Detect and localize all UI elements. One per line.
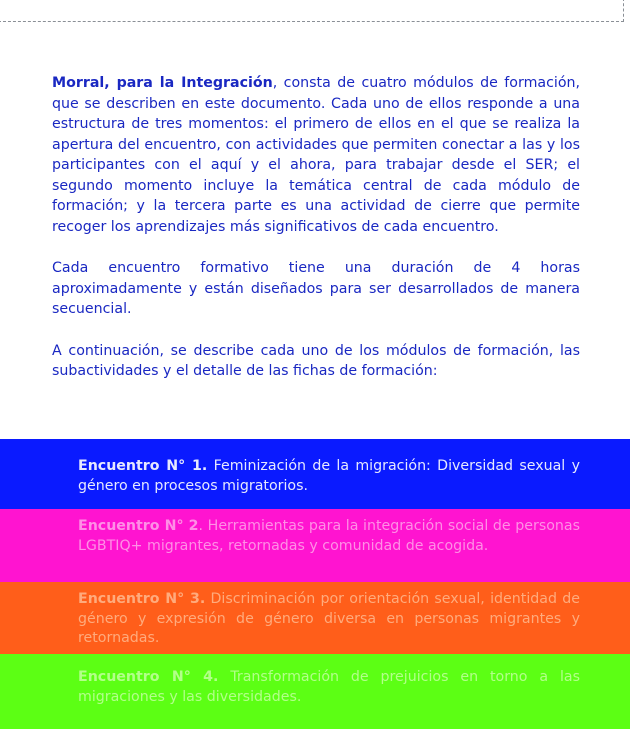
intro-paragraph-2: Cada encuentro formativo tiene una duración de 4 horas aproximadamente y están diseñados para ser desarrollados de manera secuencial. [52,260,580,317]
encuentro-1-label: Encuentro N° 1. [78,458,208,474]
program-name: Morral, para la Integración [52,75,273,91]
encuentro-1-band [0,439,630,509]
intro-paragraph-1-text: , consta de cuatro módulos de formación, que se describen en este documento. Cada uno de ellos responde a una estructura de tres momentos: el primero de ellos en el que se realiza la apertura del encuentro, con actividades que permiten conectar a las y los participantes con el aquí y el ahora, para trabajar desde el SER; el segundo momento incluye la temática central de cada módulo de formación; y la tercera parte es una actividad de cierre que permite recoger los aprendizajes más significativos de cada encuentro. [52,75,581,235]
intro-paragraph-3: A continuación, se describe cada uno de los módulos de formación, las subactividades y el detalle de las fichas de formación: [52,342,580,379]
encuentro-4-label: Encuentro N° 4. [78,669,219,685]
encuentro-3-text: Discriminación por orientación sexual, identidad de género y expresión de género diversa en personas migrantes y retornadas. [78,591,580,646]
encuentro-3-band [0,582,630,654]
encuentro-2-text: . Herramientas para la integración social de personas LGBTIQ+ migrantes, retornadas y comunidad de acogida. [78,518,580,554]
encuentro-4-text: Transformación de prejuicios en torno a las migraciones y las diversidades. [78,669,580,705]
intro-paragraph-1 [52,73,580,237]
encuentro-1-text: Feminización de la migración: Diversidad sexual y género en procesos migratorios. [78,458,580,494]
encuentro-4-band [0,654,630,729]
encuentro-2-label: Encuentro N° 2 [78,518,199,534]
encuentro-3-label: Encuentro N° 3. [78,591,206,607]
encuentro-2-band [0,509,630,582]
dashed-frame [0,0,624,22]
intro-text [52,73,580,403]
